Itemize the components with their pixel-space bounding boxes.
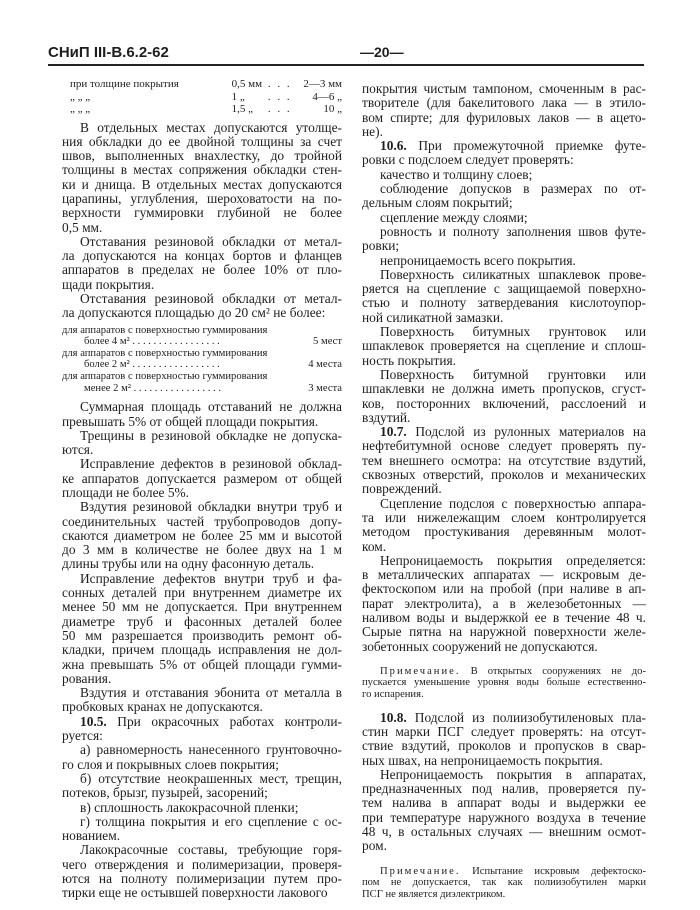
line-text: б) отсутствие неокрашенных мест, трещин, (80, 770, 342, 786)
paragraph (62, 686, 342, 715)
line-text: нефтебитумной основе следует проверять пу- (362, 438, 646, 454)
text-line (62, 192, 342, 206)
text-line (362, 625, 646, 639)
text-line (62, 843, 342, 857)
text-line (62, 743, 342, 757)
line-text: При окрасочных работах контроли- (106, 713, 342, 729)
line-text: стью и полноту затвердевания кислотоупор- (362, 295, 646, 311)
table-row (62, 91, 342, 104)
line-text: непроницаемость всего покрытия. (380, 252, 576, 268)
text-line (62, 786, 342, 800)
text-line (62, 178, 342, 192)
text-line (362, 182, 646, 196)
table-cell: 4—6 „ (312, 90, 342, 103)
text-line (362, 111, 646, 125)
line-text: шпаклевок проверяется на сцепление и сплош- (362, 338, 646, 354)
text-line (62, 500, 342, 514)
paragraph (362, 182, 646, 211)
line-text: Отставания резиновой обкладки от метал- (80, 291, 342, 307)
line-text: скаются диаметром не более 25 мм и высотой (62, 527, 342, 543)
text-line (362, 782, 646, 796)
line-text: ность покрытия. (362, 352, 457, 368)
line-text: превышать 5% от общей площади покрытия. (62, 413, 319, 429)
line-text: в) сплошность лакокрасочной пленки; (80, 799, 299, 815)
text-line (62, 235, 342, 249)
line-text: дельным слоям покрытий; (362, 195, 513, 211)
line-text: При промежуточной приемке футе- (406, 138, 646, 154)
line-text: пробковых кранах не допускаются. (62, 699, 263, 715)
text-line (62, 801, 342, 815)
text-line (362, 739, 646, 753)
line-text: при температуре наружного воздуха в течение (362, 809, 646, 825)
text-line (362, 597, 646, 611)
paragraph (62, 743, 342, 772)
text-line (362, 525, 646, 539)
paragraph (62, 429, 342, 458)
line-text: методом простукивания деревянным молот- (362, 524, 646, 540)
text-line (62, 278, 342, 292)
text-line (362, 282, 646, 296)
text-line (62, 572, 342, 586)
line-text: соединительных частей трубопроводов допу- (62, 513, 342, 529)
line-text: ствие вздутий, проколов и пропусков в свар- (362, 738, 646, 754)
line-text: фектоскопом или на пробой (при наливе в ап- (362, 581, 646, 597)
line-text: тирки еще не остывшей поверхности лакового (62, 885, 328, 901)
page-number: —20— (360, 44, 404, 60)
text-line (362, 153, 646, 167)
line-text: го испарения. (362, 689, 424, 701)
note (362, 866, 646, 901)
paragraph (362, 82, 646, 139)
text-line (362, 725, 646, 739)
text-line (62, 858, 342, 872)
text-line (362, 482, 646, 496)
text-line (362, 225, 646, 239)
text-line (362, 711, 646, 725)
paragraph (362, 497, 646, 554)
text-line (362, 354, 646, 368)
line-text: стин марки ПСГ следует проверять: на отсут- (362, 723, 646, 739)
paragraph (362, 211, 646, 225)
text-line (362, 196, 646, 210)
text-line (62, 715, 342, 729)
line-text: ются. (62, 442, 94, 458)
line-text: швов, выполненных внахлестку, до тройной (62, 148, 342, 164)
line-text: предназначенных под налив, проверяется пу- (362, 781, 646, 797)
document-code: СНиП III-В.6.2-62 (48, 44, 169, 61)
left-column (62, 78, 342, 901)
table-cell: . . . (267, 103, 292, 115)
list-item-row (62, 359, 342, 371)
line-text: ком. (362, 538, 387, 554)
line-text: ПСГ не является диэлектриком. (362, 888, 506, 900)
paragraph (62, 121, 342, 235)
line-text: ются на полноту полимеризации путем про- (62, 871, 342, 887)
list-item-value: 4 места (308, 359, 342, 371)
text-line (62, 306, 342, 320)
text-line (62, 629, 342, 643)
section-number: 10.7. (380, 424, 407, 440)
gummed-area-list (62, 325, 342, 395)
text-line (362, 839, 646, 853)
text-line (62, 415, 342, 429)
line-text: сонных деталей при внутреннем диаметре их (62, 585, 342, 601)
paragraph (362, 254, 646, 268)
text-line (362, 825, 646, 839)
list-item-label: для аппаратов с поверхностью гуммирования (62, 347, 268, 359)
line-text: верхности гуммировки глубиной не более (62, 205, 342, 221)
section-number: 10.8. (380, 709, 407, 725)
paragraph (362, 139, 646, 168)
text-line (362, 468, 646, 482)
line-text: ков, посторонних включений, расслоений и (362, 395, 646, 411)
line-text: Исправление дефектов в резиновой обклад- (80, 456, 342, 472)
text-line (62, 772, 342, 786)
line-text: ных швах, на непроницаемость покрытия. (362, 752, 603, 768)
text-line (62, 758, 342, 772)
text-line (362, 311, 646, 325)
line-text: рования. (62, 670, 112, 686)
text-line (362, 368, 646, 382)
line-text: ряется на сцепление с защищаемой поверхно- (362, 281, 646, 297)
text-line (62, 443, 342, 457)
text-line (62, 586, 342, 600)
paragraph (62, 457, 342, 500)
line-text: творителе (для бакелитового лака — в этило- (362, 95, 646, 111)
line-text: жна превышать 5% от общей площади гумми- (62, 656, 342, 672)
text-line (62, 457, 342, 471)
paragraph (362, 325, 646, 368)
line-text: Вздутия резиновой обкладки внутри труб и (80, 499, 342, 515)
paragraph (62, 235, 342, 292)
text-line (62, 486, 342, 500)
line-text: потеков, брызг, пузырей, засорений; (62, 785, 268, 801)
paragraph (362, 425, 646, 496)
paragraph (362, 268, 646, 325)
text-line (362, 677, 646, 689)
paragraph (362, 768, 646, 854)
line-text: царапины, углубления, шероховатости на по- (62, 190, 342, 206)
text-line (62, 729, 342, 743)
line-text: вздутий. (362, 409, 411, 425)
text-line (362, 254, 646, 268)
text-line (362, 568, 646, 582)
line-text: парат электролита), а в железобетонных — (362, 595, 646, 611)
list-item-label: для аппаратов с поверхностью гуммирования (62, 371, 268, 383)
text-line (362, 325, 646, 339)
line-text: Трещины в резиновой обкладке не допуска- (80, 427, 342, 443)
line-text: руется: (62, 728, 103, 744)
table-row (62, 78, 342, 91)
line-text: 0,5 мм. (62, 219, 103, 235)
paragraph (62, 400, 342, 429)
text-line (362, 540, 646, 554)
line-text: ровность и полноту заполнения швов футе- (380, 223, 646, 239)
line-text: покрытия чистым тампоном, смоченным в рас- (362, 81, 646, 96)
line-text: Поверхность битумной грунтовки или (380, 366, 646, 382)
text-line (362, 125, 646, 139)
paragraph (62, 815, 342, 844)
table-row (62, 103, 342, 116)
line-text: Вздутия и отставания эбонита от металла в (80, 685, 342, 701)
text-line (362, 425, 646, 439)
page-header (48, 42, 644, 66)
text-line (362, 866, 646, 878)
line-text: сцепление между слоями; (380, 209, 528, 225)
list-item-label: для аппаратов с поверхностью гуммирования (62, 324, 268, 336)
paragraph (62, 715, 342, 744)
line-text: площади не более 5%. (62, 485, 190, 500)
text-line (362, 168, 646, 182)
line-text: в металлических аппаратах — искровым де- (362, 567, 646, 583)
text-line (62, 700, 342, 714)
text-line (362, 239, 646, 253)
text-line (362, 611, 646, 625)
line-text: Сцепление подслоя с поверхностью аппара- (380, 495, 646, 511)
line-text: В отдельных местах допускаются утолще- (80, 119, 342, 135)
table-cell: 1 „ (231, 90, 245, 103)
line-text: пускается уменьшение уровня воды больше естественно- (362, 677, 646, 689)
line-text: Подслой из полиизобутиленовых пла- (406, 709, 646, 725)
paragraph (62, 292, 342, 321)
list-item-row (62, 383, 342, 395)
table-cell: 0,5 мм (231, 78, 263, 90)
line-text: Исправление дефектов внутри труб и фа- (80, 570, 342, 586)
note-label: Примечание. (380, 865, 461, 877)
text-line (62, 643, 342, 657)
text-line (362, 811, 646, 825)
line-text: Испытание искровым дефектоско- (460, 865, 646, 877)
line-text: г) толщина покрытия и его сцепление с ос- (80, 813, 342, 829)
line-text: 48 ч, в остальных случаях — внешним осмот- (362, 824, 646, 840)
line-text: повреждений. (362, 481, 442, 497)
text-line (362, 640, 646, 654)
text-line (362, 554, 646, 568)
table-cell: 10 „ (323, 103, 342, 115)
text-line (62, 600, 342, 614)
line-text: тем внешнего осмотра: на отсутствие вздутий, (362, 452, 646, 468)
text-line (362, 96, 646, 110)
text-line (362, 82, 646, 96)
table-cell: 2—3 мм (303, 78, 342, 90)
line-text: ке аппаратов допускается размером от общей (62, 470, 342, 486)
text-line (62, 121, 342, 135)
line-text: не). (362, 123, 383, 139)
line-text: качество и толщину слоев; (380, 166, 533, 182)
line-text: Непроницаемость покрытия определяется: (380, 552, 646, 568)
text-line (62, 472, 342, 486)
paragraph (62, 500, 342, 571)
table-cell: при толщине покрытия (70, 78, 179, 90)
line-text: та или нижележащим слоем контролируется (362, 509, 646, 525)
list-item-row (62, 336, 342, 348)
line-text: ла допускаются на концах бортов и фланцев (62, 248, 342, 264)
note (362, 666, 646, 701)
paragraph (62, 843, 342, 900)
text-line (362, 666, 646, 678)
list-item-condition: более 2 м² . . . . . . . . . . . . . . . . . (84, 359, 220, 371)
line-text: 50 мм разрешается производить ремонт об- (62, 627, 342, 643)
line-text: Суммарная площадь отставаний не должна (80, 399, 342, 415)
paragraph (62, 801, 342, 815)
text-line (62, 149, 342, 163)
line-text: сквозных отверстий, проколов и механических (362, 467, 646, 483)
text-line (62, 135, 342, 149)
paragraph (362, 554, 646, 654)
line-text: В открытых сооружениях не до- (460, 665, 646, 677)
line-text: ровки с подслоем следует проверять: (362, 152, 574, 168)
paragraph (62, 772, 342, 801)
text-line (62, 429, 342, 443)
section-number: 10.5. (80, 713, 107, 729)
line-text: Непроницаемость покрытия в аппаратах, (380, 766, 646, 782)
text-line (362, 889, 646, 901)
line-text: до 3 мм в количестве не более двух на 1 м (62, 542, 342, 558)
line-text: аппаратов в пределах не более 10% от пло- (62, 262, 342, 278)
text-line (62, 557, 342, 571)
line-text: Подслой из рулонных материалов на (406, 424, 646, 440)
paragraph (362, 168, 646, 182)
text-line (362, 877, 646, 889)
paragraph (62, 572, 342, 686)
table-cell: „ „ „ (70, 103, 91, 115)
line-text: ла допускаются площадью до 20 см² не более: (62, 305, 326, 321)
text-line (362, 268, 646, 282)
text-line (362, 454, 646, 468)
text-line (62, 543, 342, 557)
line-text: ки и днища. В отдельных местах допускаются (62, 176, 342, 192)
line-text: кладки, причем площадь исправления не дол- (62, 642, 342, 658)
line-text: шпаклевки не должна иметь пропусков, сгуст- (362, 381, 646, 397)
list-item-value: 3 места (308, 382, 342, 394)
text-line (62, 872, 342, 886)
line-text: Сырые пятна на наружной поверхности желе- (362, 624, 646, 640)
table-cell: 1,5 „ (231, 103, 254, 115)
line-text: нованием. (62, 828, 121, 844)
line-text: Отставания резиновой обкладки от метал- (80, 233, 342, 249)
line-text: Лакокрасочные составы, требующие горя- (80, 842, 342, 858)
table-cell: . . . (267, 78, 292, 90)
text-line (362, 397, 646, 411)
right-column (362, 82, 646, 910)
line-text: го слоя и покрывных слоев покрытия; (62, 756, 279, 772)
paragraph (362, 225, 646, 254)
text-line (62, 672, 342, 686)
line-text: ром. (362, 838, 387, 854)
paragraph (362, 368, 646, 425)
text-line (362, 497, 646, 511)
text-line (62, 206, 342, 220)
line-text: Поверхность битумных грунтовок или (380, 324, 646, 340)
text-line (62, 292, 342, 306)
text-line (62, 829, 342, 843)
line-text: ной силикатной замазки. (362, 309, 504, 325)
list-item-value: 5 мест (313, 336, 342, 348)
text-line (362, 582, 646, 596)
line-text: тем налива в аппарат воды и выдержки ее (362, 795, 646, 811)
table-cell: . . . (267, 90, 292, 103)
text-line (62, 886, 342, 900)
text-line (62, 515, 342, 529)
section-number: 10.6. (380, 138, 407, 154)
table-cell: „ „ „ (70, 90, 91, 103)
text-line (62, 615, 342, 629)
line-text: вом спирте; для фуриловых лаков — в ацето- (362, 109, 646, 125)
line-text: щади покрытия. (62, 276, 155, 292)
text-line (362, 382, 646, 396)
text-line (362, 768, 646, 782)
text-line (362, 211, 646, 225)
line-text: а) равномерность нанесенного грунтовочно- (80, 742, 342, 758)
list-item-condition: более 4 м² . . . . . . . . . . . . . . . . . (84, 336, 220, 348)
line-text: ния обкладки до ее двойной толщины за счет (62, 133, 342, 149)
text-line (362, 689, 646, 701)
thickness-table (62, 78, 342, 116)
line-text: ровки; (362, 238, 400, 254)
text-line (362, 339, 646, 353)
line-text: длины трубы или на одну фасонную деталь. (62, 556, 315, 572)
line-text: соблюдение допусков в размерах по от- (380, 181, 646, 197)
line-text: Поверхность силикатных шпаклевок прове- (380, 266, 646, 282)
line-text: толщины в местах сопряжения обкладки стен- (62, 162, 342, 178)
line-text: пом не допускается, так как полиизобутилен марки (362, 877, 646, 889)
text-line (62, 221, 342, 235)
text-line (62, 686, 342, 700)
line-text: диаметре труб и фасонных деталей более (62, 613, 342, 629)
text-line (362, 439, 646, 453)
text-line (362, 796, 646, 810)
text-line (62, 529, 342, 543)
list-item-condition: менее 2 м² . . . . . . . . . . . . . . . . . (84, 382, 221, 394)
text-line (62, 163, 342, 177)
line-text: зобетонных сооружений не допускаются. (362, 638, 598, 654)
text-line (362, 139, 646, 153)
text-line (62, 658, 342, 672)
line-text: чего отверждения и полимеризации, проверя- (62, 856, 342, 872)
note-label: Примечание. (380, 665, 461, 677)
text-line (62, 815, 342, 829)
text-line (362, 411, 646, 425)
text-line (362, 754, 646, 768)
text-line (362, 511, 646, 525)
line-text: менее 50 мм не допускается. При внутреннем (62, 599, 342, 615)
text-line (62, 249, 342, 263)
text-line (62, 400, 342, 414)
paragraph (362, 711, 646, 768)
text-line (362, 296, 646, 310)
line-text: наливом воды и выдержкой ее в течение 48 ч. (362, 609, 646, 625)
text-line (62, 263, 342, 277)
